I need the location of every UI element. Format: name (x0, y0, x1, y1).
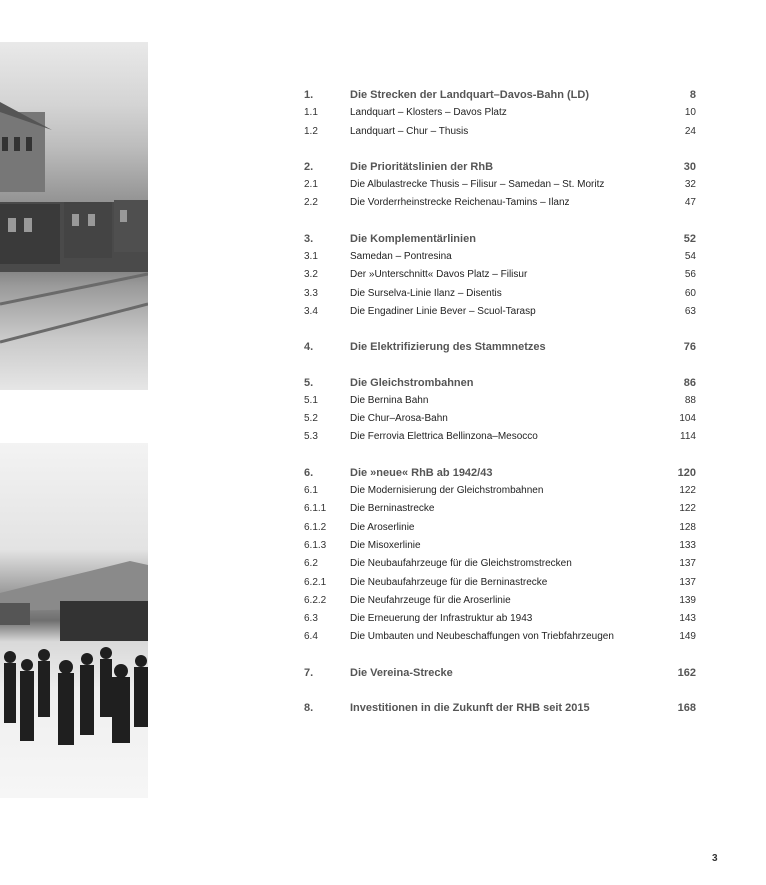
section-title: Die Neubaufahrzeuge für die Gleichstromstrecken (350, 558, 572, 570)
section-number: 7. (304, 666, 314, 679)
section-title: Samedan – Pontresina (350, 251, 452, 263)
section-title: Die Modernisierung der Gleichstrombahnen (350, 485, 544, 497)
section-page: 76 (683, 341, 696, 354)
section-title: Die Aroserlinie (350, 521, 415, 533)
section-title: Die Neufahrzeuge für die Aroserlinie (350, 594, 511, 606)
section-page: 47 (684, 197, 696, 209)
section-title: Landquart – Chur – Thusis (350, 125, 469, 137)
section-page: 10 (684, 107, 696, 119)
section-page: 122 (679, 503, 696, 515)
table-of-contents (304, 86, 696, 734)
section-number: 5.3 (304, 431, 318, 443)
section-page: 114 (680, 431, 696, 443)
section-number: 6. (304, 466, 314, 479)
toc-entry[interactable] (304, 482, 696, 500)
section-title: Die Misoxerlinie (350, 539, 421, 551)
section-page: 162 (677, 666, 696, 679)
section-title: Die Engadiner Linie Bever – Scuol-Tarasp (350, 305, 536, 317)
toc-entry[interactable] (304, 248, 696, 266)
toc-chapter-heading[interactable] (304, 338, 696, 356)
historic-station-photo (0, 42, 148, 390)
toc-chapter (304, 664, 696, 682)
toc-entry[interactable] (304, 104, 696, 122)
station-photo-drawing (0, 42, 148, 390)
section-page: 30 (683, 160, 696, 173)
toc-entry[interactable] (304, 303, 696, 321)
section-number: 6.1.1 (304, 503, 327, 515)
section-number: 6.3 (304, 613, 318, 625)
toc-chapter-heading[interactable] (304, 374, 696, 392)
section-number: 6.1.2 (304, 521, 327, 533)
section-number: 8. (304, 702, 314, 715)
section-title: Investitionen in die Zukunft der RHB seit 2015 (350, 702, 590, 715)
section-number: 4. (304, 341, 314, 354)
section-page: 60 (684, 287, 696, 299)
section-title: Die Chur–Arosa-Bahn (350, 413, 448, 425)
toc-entry[interactable] (304, 537, 696, 555)
section-page: 149 (679, 631, 696, 643)
section-title: Die Bernina Bahn (350, 394, 429, 406)
section-number: 2.2 (304, 197, 318, 209)
section-number: 6.2 (304, 558, 318, 570)
toc-entry[interactable] (304, 266, 696, 284)
section-number: 3.1 (304, 251, 318, 263)
section-page: 104 (679, 413, 696, 425)
section-page: 122 (679, 485, 696, 497)
section-title: Landquart – Klosters – Davos Platz (350, 107, 507, 119)
section-number: 5.2 (304, 413, 318, 425)
section-page: 137 (679, 576, 696, 588)
section-title: Die Surselva-Linie Ilanz – Disentis (350, 287, 502, 299)
section-title: Der »Unterschnitt« Davos Platz – Filisur (350, 269, 528, 281)
section-number: 1.1 (304, 107, 318, 119)
section-number: 3.3 (304, 287, 318, 299)
section-number: 6.1 (304, 485, 318, 497)
section-title: Die Komplementärlinien (350, 232, 476, 245)
section-page: 88 (684, 394, 696, 406)
toc-chapter (304, 374, 696, 447)
section-title: Die Neubaufahrzeuge für die Berninastrecke (350, 576, 548, 588)
toc-entry[interactable] (304, 392, 696, 410)
section-title: Die Prioritätslinien der RhB (350, 160, 494, 173)
toc-entry[interactable] (304, 176, 696, 194)
section-title: Die Albulastrecke Thusis – Filisur – Samedan – St. Moritz (350, 179, 605, 191)
section-page: 8 (689, 89, 696, 101)
toc-entry[interactable] (304, 592, 696, 610)
section-page: 139 (679, 594, 696, 606)
section-page: 56 (684, 269, 696, 281)
page-number: 3 (712, 853, 718, 864)
toc-chapter (304, 338, 696, 356)
toc-entry[interactable] (304, 519, 696, 537)
toc-entry[interactable] (304, 555, 696, 573)
section-number: 6.2.1 (304, 576, 327, 588)
section-number: 3. (304, 232, 314, 245)
section-title: Die »neue« RhB ab 1942/43 (350, 466, 493, 479)
toc-entry[interactable] (304, 628, 696, 646)
toc-chapter (304, 230, 696, 321)
section-page: 32 (684, 179, 696, 191)
toc-chapter-heading[interactable] (304, 230, 696, 248)
section-title: Die Elektrifizierung des Stammnetzes (350, 341, 546, 354)
section-number: 5.1 (304, 394, 318, 406)
section-title: Die Vereina-Strecke (350, 666, 453, 679)
section-title: Die Ferrovia Elettrica Bellinzona–Mesocco (350, 431, 538, 443)
toc-chapter-heading[interactable] (304, 699, 696, 717)
toc-chapter (304, 86, 696, 141)
section-page: 133 (679, 539, 696, 551)
toc-chapter (304, 699, 696, 717)
historic-crowd-photo (0, 443, 148, 798)
section-page: 128 (679, 521, 696, 533)
crowd-photo-drawing (0, 443, 148, 798)
section-page: 86 (683, 376, 696, 389)
toc-entry[interactable] (304, 123, 696, 141)
section-title: Die Vorderrheinstrecke Reichenau-Tamins – Ilanz (350, 197, 570, 209)
toc-chapter-heading[interactable] (304, 464, 696, 482)
section-number: 2. (304, 160, 314, 173)
toc-entry[interactable] (304, 410, 696, 428)
section-number: 1. (304, 89, 314, 101)
section-title: Die Erneuerung der Infrastruktur ab 1943 (350, 613, 533, 625)
toc-chapter-heading[interactable] (304, 158, 696, 176)
toc-chapter-heading[interactable] (304, 86, 696, 104)
toc-chapter-heading[interactable] (304, 664, 696, 682)
toc-entry[interactable] (304, 500, 696, 518)
section-title: Die Umbauten und Neubeschaffungen von Triebfahrzeugen (350, 631, 614, 643)
section-page: 143 (679, 613, 696, 625)
section-title: Die Strecken der Landquart–Davos-Bahn (LD) (350, 89, 589, 101)
section-page: 168 (677, 702, 696, 715)
toc-chapter (304, 158, 696, 213)
section-number: 3.2 (304, 269, 318, 281)
section-page: 63 (684, 305, 696, 317)
toc-entry[interactable] (304, 428, 696, 446)
section-page: 54 (684, 251, 696, 263)
section-page: 137 (679, 558, 696, 570)
toc-entry[interactable] (304, 194, 696, 212)
section-number: 1.2 (304, 125, 318, 137)
section-page: 120 (677, 466, 696, 479)
toc-entry[interactable] (304, 574, 696, 592)
section-number: 3.4 (304, 305, 318, 317)
section-number: 6.4 (304, 631, 318, 643)
section-page: 52 (683, 232, 696, 245)
toc-chapter (304, 464, 696, 647)
section-number: 6.2.2 (304, 594, 327, 606)
section-title: Die Gleichstrombahnen (350, 376, 474, 389)
section-number: 5. (304, 376, 314, 389)
section-page: 24 (684, 125, 696, 137)
section-number: 6.1.3 (304, 539, 327, 551)
toc-entry[interactable] (304, 610, 696, 628)
section-title: Die Berninastrecke (350, 503, 435, 515)
toc-entry[interactable] (304, 285, 696, 303)
section-number: 2.1 (304, 179, 318, 191)
